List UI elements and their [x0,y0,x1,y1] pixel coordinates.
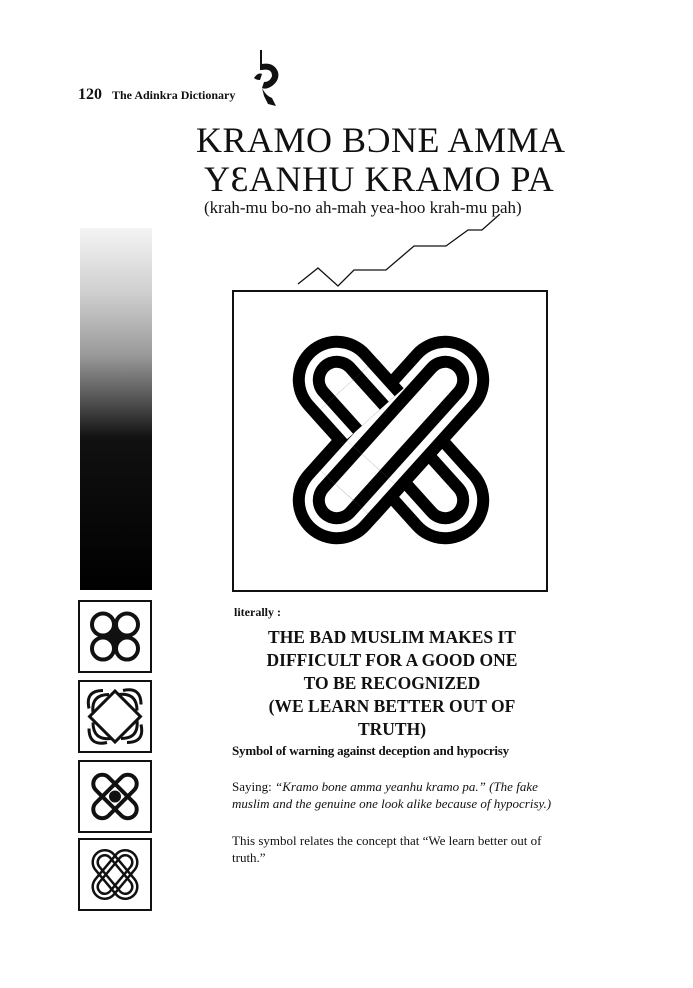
body-paragraph: This symbol relates the concept that “We learn better out of truth.” [232,833,542,865]
symbol-title-line-1: KRAMO BƆNE AMMA [196,120,566,160]
translation-line: (WE LEARN BETTER OUT OF [268,696,516,716]
page-number: 120 [78,86,102,103]
interlaced-x-outline-variant-icon [80,840,150,909]
literal-translation [242,626,542,741]
saying-gloss: (The fake muslim and the genuine one look alike because of hypocrisy.) [232,779,552,811]
knotted-square-variant-icon [80,682,150,751]
saying-paragraph [232,778,562,812]
translation-line: DIFFICULT FOR A GOOD ONE [266,650,518,670]
variant-box-4 [78,838,152,911]
book-title: The Adinkra Dictionary [112,88,236,102]
pronunciation: (krah-mu bo-no ah-mah yea-hoo krah-mu pah) [204,198,522,217]
variant-box-2 [78,680,152,753]
saying-quote: “Kramo bone amma yeanhu kramo pa.” [274,779,486,794]
main-symbol-frame [232,290,548,592]
running-head [78,86,235,104]
variant-box-3 [78,760,152,833]
gradient-sidebar [80,228,152,590]
symbol-description: Symbol of warning against deception and hypocrisy [232,743,509,758]
crossed-loops-dot-variant-icon [80,762,150,831]
symbol-title-line-2: YƐANHU KRAMO PA [204,159,555,199]
saying-label: Saying: [232,779,275,794]
literally-label: literally : [234,605,281,619]
pointer-line [290,214,510,290]
translation-line: TRUTH) [357,719,427,739]
translation-line: THE BAD MUSLIM MAKES IT [268,627,516,647]
four-loop-spiral-variant-icon [80,602,150,671]
kramo-bone-interlaced-x-symbol-icon [234,292,546,590]
variant-box-1 [78,600,152,673]
translation-line: TO BE RECOGNIZED [303,673,481,693]
sankofa-bird-ornament-icon [246,48,286,108]
